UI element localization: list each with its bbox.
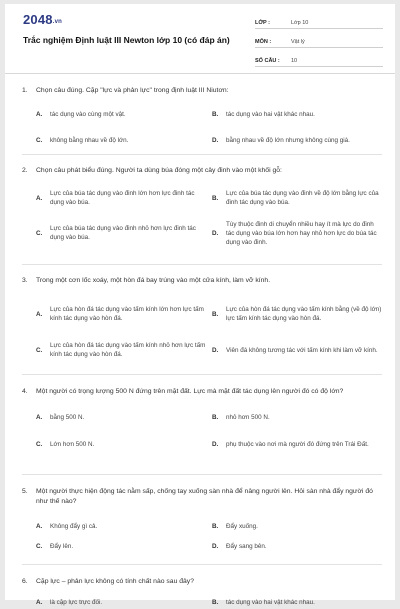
option-d[interactable] (212, 428, 382, 460)
question-text (22, 276, 382, 286)
meta-value: Vật lý (291, 39, 305, 45)
option-text: Lực của búa tác dụng vào đinh nhỏ hơn lực đinh tác dụng vào búa. (50, 225, 196, 241)
option-text: Không đẩy gì cả. (50, 522, 98, 530)
question-body: Chọn câu phát biểu đúng. Người ta dùng búa đóng một cây đinh vào một khối gỗ: (36, 167, 282, 174)
option-letter: A. (36, 522, 43, 530)
option-b[interactable] (212, 183, 382, 213)
option-text: Đẩy xuống. (226, 522, 258, 530)
question-number: 3. (22, 277, 28, 284)
site-logo[interactable] (23, 12, 62, 27)
option-letter: C. (36, 346, 43, 354)
option-b[interactable] (212, 516, 382, 536)
question-number: 4. (22, 388, 28, 395)
question-body: Trong một cơn lốc xoáy, một hòn đá bay trúng vào một cửa kính, làm vỡ kính. (36, 277, 271, 284)
option-a[interactable] (36, 406, 206, 428)
option-letter: C. (36, 136, 43, 144)
question-text (22, 487, 382, 507)
question-text (22, 577, 382, 587)
question-number: 2. (22, 167, 28, 174)
option-letter: B. (212, 522, 219, 530)
option-text: tác dụng vào cùng một vật. (50, 110, 126, 118)
option-text: Lực của búa tác dụng vào đinh về độ lớn bằng lực của đinh tác dụng vào búa. (226, 190, 379, 206)
option-a[interactable] (36, 516, 206, 536)
option-c[interactable] (36, 335, 206, 365)
option-text: tác dụng vào hai vật khác nhau. (226, 110, 315, 118)
option-letter: A. (36, 110, 43, 118)
option-d[interactable] (212, 125, 382, 155)
option-letter: B. (212, 598, 219, 606)
question-number: 6. (22, 578, 28, 585)
option-text: Lớn hơn 500 N. (50, 440, 95, 448)
option-a[interactable] (36, 183, 206, 213)
logo-tld: .vn (52, 19, 63, 25)
meta-info (255, 16, 383, 73)
option-text: là cặp lực trực đối. (50, 598, 103, 606)
option-letter: A. (36, 310, 43, 318)
option-text: bằng nhau về độ lớn nhưng không cùng giá. (226, 136, 350, 144)
question-1 (22, 74, 382, 155)
page-header (5, 4, 395, 74)
option-text: Tùy thuộc đinh di chuyển nhiều hay ít mà lực do đinh tác dụng vào búa lớn hơn hay nhỏ hơn lực do búa tác dụng vào đinh. (226, 220, 377, 246)
options (36, 595, 382, 609)
option-b[interactable] (212, 595, 382, 609)
option-letter: A. (36, 598, 43, 606)
question-5 (22, 475, 382, 565)
option-text: phụ thuộc vào nơi mà người đó đứng trên Trái Đất. (226, 440, 369, 448)
options (36, 183, 382, 253)
option-text: Lực của hòn đá tác dụng vào tấm kính lớn hơn lực tấm kính tác dụng vào hòn đá. (50, 306, 204, 322)
question-number: 5. (22, 488, 28, 495)
meta-label: SỐ CÂU : (255, 58, 280, 64)
option-b[interactable] (212, 293, 382, 335)
options (36, 103, 382, 155)
option-c[interactable] (36, 536, 206, 556)
question-body: Một người thực hiện động tác nằm sấp, chống tay xuống sàn nhà để nâng người lên. Hỏi sàn nhà đẩy người đó như thế nào? (36, 488, 373, 505)
option-letter: B. (212, 194, 219, 202)
option-d[interactable] (212, 335, 382, 365)
option-text: nhỏ hơn 500 N. (226, 413, 270, 421)
meta-row-subject (255, 35, 383, 48)
meta-row-count (255, 54, 383, 67)
options (36, 516, 382, 556)
question-3 (22, 265, 382, 375)
question-body: Cặp lực – phản lực không có tính chất nào sau đây? (36, 578, 194, 585)
question-body: Một người có trọng lượng 500 N đứng trên mặt đất. Lực mà mặt đất tác dụng lên người đó có độ lớn? (36, 388, 344, 395)
option-d[interactable] (212, 536, 382, 556)
question-6 (22, 565, 382, 605)
option-letter: C. (36, 542, 43, 550)
option-a[interactable] (36, 293, 206, 335)
option-a[interactable] (36, 103, 206, 125)
question-body: Chọn câu đúng. Cặp "lực và phản lực" trong định luật III Niutơn: (36, 87, 229, 94)
option-letter: D. (212, 229, 219, 237)
option-text: Lực của hòn đá tác dụng vào tấm kính nhỏ hơn lực tấm kính tác dụng vào hòn đá. (50, 342, 206, 358)
meta-label: LỚP : (255, 20, 270, 26)
option-c[interactable] (36, 213, 206, 253)
option-text: Lực của búa tác dụng vào đinh lớn hơn lực đinh tác dụng vào búa. (50, 190, 195, 206)
option-b[interactable] (212, 103, 382, 125)
option-letter: C. (36, 229, 43, 237)
question-4 (22, 375, 382, 475)
meta-value: 10 (291, 58, 298, 64)
option-letter: A. (36, 413, 43, 421)
option-letter: B. (212, 310, 219, 318)
option-letter: D. (212, 440, 219, 448)
options (36, 406, 382, 460)
option-letter: B. (212, 413, 219, 421)
option-letter: C. (36, 440, 43, 448)
option-text: Đẩy sang bên. (226, 542, 267, 550)
option-text: Lực của hòn đá tác dụng vào tấm kính bằng (về độ lớn) lực tấm kính tác dụng vào hòn đá. (226, 306, 382, 322)
option-letter: D. (212, 346, 219, 354)
option-a[interactable] (36, 595, 206, 609)
page-title: Trắc nghiệm Định luật III Newton lớp 10 (có đáp án) (23, 35, 230, 45)
option-text: tác dụng vào hai vật khác nhau. (226, 598, 315, 606)
question-2 (22, 155, 382, 265)
option-letter: A. (36, 194, 43, 202)
option-text: không bằng nhau về độ lớn. (50, 136, 129, 144)
meta-row-class (255, 16, 383, 29)
option-text: Viên đá không tương tác với tấm kính khi làm vỡ kính. (226, 346, 378, 354)
option-text: Đẩy lên. (50, 542, 74, 550)
document-page (5, 4, 395, 606)
option-letter: D. (212, 136, 219, 144)
option-d[interactable] (212, 213, 382, 253)
question-text (22, 387, 382, 397)
question-text (22, 166, 382, 176)
meta-value: Lớp 10 (291, 20, 309, 26)
option-letter: B. (212, 110, 219, 118)
question-number: 1. (22, 87, 28, 94)
option-c[interactable] (36, 428, 206, 460)
option-letter: D. (212, 542, 219, 550)
question-list (5, 74, 395, 605)
options (36, 293, 382, 365)
option-c[interactable] (36, 125, 206, 155)
logo-text: 2048 (23, 12, 53, 27)
meta-label: MÔN : (255, 39, 272, 45)
option-b[interactable] (212, 406, 382, 428)
question-text (22, 86, 382, 96)
option-text: bằng 500 N. (50, 413, 85, 421)
